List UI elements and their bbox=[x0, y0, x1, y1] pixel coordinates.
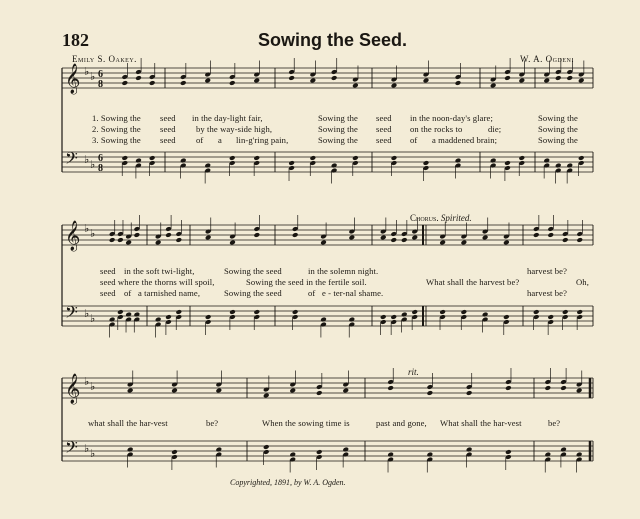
note-head bbox=[555, 163, 562, 169]
note-head bbox=[205, 235, 212, 241]
note-head bbox=[109, 317, 116, 323]
time-signature: 6 bbox=[98, 69, 103, 80]
note-head bbox=[547, 232, 554, 238]
note-head bbox=[391, 83, 398, 89]
flat-sign-icon: ♭ bbox=[90, 228, 96, 240]
lyric-v1-f: in the noon-day's glare; bbox=[410, 113, 493, 123]
note-head bbox=[122, 155, 129, 161]
note-head bbox=[263, 444, 270, 450]
chorus-lyric-v2-b: Sowing the seed in the fertile soil. bbox=[246, 277, 367, 287]
treble-clef-icon: 𝄞 bbox=[65, 221, 81, 251]
note-head bbox=[576, 452, 583, 458]
note-head bbox=[519, 155, 526, 161]
note-head bbox=[180, 158, 187, 164]
note-head bbox=[171, 388, 178, 394]
time-signature: 8 bbox=[98, 163, 103, 174]
note-head bbox=[423, 78, 430, 84]
note-head bbox=[342, 447, 349, 453]
note-head bbox=[490, 83, 497, 89]
note-head bbox=[566, 163, 573, 169]
bass-clef-icon: 𝄢 bbox=[65, 148, 78, 172]
note-head bbox=[253, 78, 260, 84]
note-head bbox=[229, 80, 236, 86]
note-head bbox=[503, 314, 510, 320]
note-head bbox=[331, 163, 338, 169]
note-head bbox=[204, 78, 211, 84]
chorus-lyric-v1-d: in the solemn night. bbox=[308, 266, 379, 276]
treble-clef-icon: 𝄞 bbox=[65, 64, 81, 94]
lyric-v3-d: a bbox=[218, 135, 222, 145]
note-head bbox=[387, 385, 394, 391]
note-head bbox=[292, 309, 299, 315]
lyric-v3-c: of bbox=[196, 135, 204, 145]
note-head bbox=[519, 78, 526, 84]
note-head bbox=[578, 155, 585, 161]
note-head bbox=[342, 388, 349, 394]
time-signature: 8 bbox=[98, 79, 103, 90]
flat-sign-icon: ♭ bbox=[84, 223, 90, 235]
note-head bbox=[387, 452, 394, 458]
note-head bbox=[352, 155, 359, 161]
note-head bbox=[176, 309, 183, 315]
note-head bbox=[411, 309, 418, 315]
note-head bbox=[127, 447, 134, 453]
chorus-label bbox=[410, 213, 472, 223]
lyric-v2-g: die; bbox=[488, 124, 502, 134]
note-head bbox=[380, 314, 387, 320]
flat-sign-icon: ♭ bbox=[84, 376, 90, 388]
note-head bbox=[504, 75, 511, 81]
note-head bbox=[349, 317, 356, 323]
note-head bbox=[310, 78, 317, 84]
flat-sign-icon: ♭ bbox=[90, 159, 96, 171]
flat-sign-icon: ♭ bbox=[90, 381, 96, 393]
note-head bbox=[533, 232, 540, 238]
lyric-v3-i: a maddened brain; bbox=[432, 135, 498, 145]
lyric-v3-g: seed bbox=[376, 135, 392, 145]
note-head bbox=[466, 390, 473, 396]
flat-sign-icon: ♭ bbox=[84, 66, 90, 78]
hymn-title: Sowing the Seed. bbox=[258, 30, 408, 50]
note-head bbox=[576, 309, 583, 315]
chorus-lyric-v3-d: Sowing the seed bbox=[224, 288, 282, 298]
lyric-v2-d: Sowing the bbox=[318, 124, 358, 134]
note-head bbox=[331, 75, 338, 81]
note-head bbox=[180, 80, 187, 86]
final-lyric-d: past and gone, bbox=[376, 418, 427, 428]
flat-sign-icon: ♭ bbox=[90, 71, 96, 83]
lyric-v3-a: 3. Sowing the bbox=[92, 135, 141, 145]
note-head bbox=[122, 80, 129, 86]
note-head bbox=[503, 240, 510, 246]
note-head bbox=[176, 237, 183, 243]
final-lyric-f: be? bbox=[548, 418, 561, 428]
lyric-v3-j: Sowing the bbox=[538, 135, 578, 145]
flat-sign-icon: ♭ bbox=[84, 308, 90, 320]
chorus-word: Chorus. bbox=[410, 213, 439, 223]
note-head bbox=[560, 385, 567, 391]
note-head bbox=[505, 449, 512, 455]
note-head bbox=[560, 447, 567, 453]
lyric-v2-e: seed bbox=[376, 124, 392, 134]
note-head bbox=[135, 75, 142, 81]
note-head bbox=[254, 232, 261, 238]
lyric-v2-f: on the rocks to bbox=[410, 124, 463, 134]
treble-clef-icon: 𝄞 bbox=[65, 374, 81, 404]
note-head bbox=[439, 309, 446, 315]
chorus-lyric-v1-c: Sowing the seed bbox=[224, 266, 282, 276]
lyric-v3-b: seed bbox=[160, 135, 176, 145]
lyric-v1-d: Sowing the bbox=[318, 113, 358, 123]
note-head bbox=[229, 240, 236, 246]
note-head bbox=[125, 312, 132, 318]
note-head bbox=[566, 75, 573, 81]
chorus-lyric-v3-e: of bbox=[308, 288, 316, 298]
note-head bbox=[490, 158, 497, 164]
note-head bbox=[216, 447, 223, 453]
note-head bbox=[427, 452, 434, 458]
page-number: 182 bbox=[62, 30, 89, 50]
note-head bbox=[423, 160, 430, 166]
lyric-v1-g: Sowing the bbox=[538, 113, 578, 123]
note-head bbox=[125, 240, 132, 246]
note-head bbox=[310, 155, 317, 161]
note-head bbox=[149, 80, 156, 86]
note-head bbox=[401, 312, 408, 318]
note-head bbox=[165, 314, 172, 320]
note-head bbox=[543, 158, 550, 164]
note-head bbox=[109, 237, 116, 243]
lyric-v1-a: 1. Sowing the bbox=[92, 113, 141, 123]
flat-sign-icon: ♭ bbox=[90, 313, 96, 325]
chorus-lyric-v2-c: What shall the harvest be? bbox=[426, 277, 520, 287]
note-head bbox=[289, 388, 296, 394]
chorus-lyric-v3-b: of bbox=[124, 288, 132, 298]
note-head bbox=[545, 385, 552, 391]
chorus-lyric-v1-e: harvest be? bbox=[527, 266, 567, 276]
chorus-lyric-v3-f: e - ter-nal shame. bbox=[322, 288, 384, 298]
note-head bbox=[288, 160, 295, 166]
note-head bbox=[134, 312, 141, 318]
note-head bbox=[288, 75, 295, 81]
note-head bbox=[562, 309, 569, 315]
note-head bbox=[562, 237, 569, 243]
note-head bbox=[543, 78, 550, 84]
final-lyric-c: When the sowing time is bbox=[262, 418, 350, 428]
note-head bbox=[576, 237, 583, 243]
note-head bbox=[117, 237, 124, 243]
note-head bbox=[263, 393, 270, 399]
composer-credit: W. A. Ogden. bbox=[520, 54, 575, 64]
note-head bbox=[229, 309, 236, 315]
note-head bbox=[533, 309, 540, 315]
final-lyric-b: be? bbox=[206, 418, 219, 428]
ritardando-mark: rit. bbox=[408, 367, 419, 377]
note-head bbox=[204, 163, 211, 169]
note-head bbox=[254, 309, 261, 315]
chorus-lyric-v3-c: a tarnished name, bbox=[138, 288, 201, 298]
lyricist-credit: Emily S. Oakey. bbox=[72, 54, 137, 64]
note-head bbox=[545, 452, 552, 458]
chorus-lyric-v1-b: in the soft twi-light, bbox=[124, 266, 195, 276]
lyric-v1-b: seed bbox=[160, 113, 176, 123]
note-head bbox=[171, 449, 178, 455]
note-head bbox=[155, 317, 162, 323]
note-head bbox=[216, 388, 223, 394]
note-head bbox=[411, 235, 418, 241]
note-head bbox=[229, 155, 236, 161]
note-head bbox=[466, 447, 473, 453]
note-head bbox=[439, 240, 446, 246]
note-head bbox=[165, 232, 172, 238]
note-head bbox=[578, 78, 585, 84]
note-head bbox=[155, 240, 162, 246]
note-head bbox=[320, 240, 327, 246]
note-head bbox=[149, 155, 156, 161]
chorus-tempo: Spirited. bbox=[440, 213, 472, 223]
time-signature: 6 bbox=[98, 153, 103, 164]
final-lyric-e: What shall the har-vest bbox=[440, 418, 522, 428]
note-head bbox=[391, 155, 398, 161]
note-head bbox=[253, 155, 260, 161]
note-head bbox=[316, 390, 323, 396]
chorus-lyric-v2-a: seed where the thorns will spoil, bbox=[100, 277, 215, 287]
chorus-lyric-v3-g: harvest be? bbox=[527, 288, 567, 298]
lyric-v2-a: 2. Sowing the bbox=[92, 124, 141, 134]
note-head bbox=[555, 75, 562, 81]
note-head bbox=[401, 237, 408, 243]
lyric-v1-c: in the day-light fair, bbox=[192, 113, 263, 123]
note-head bbox=[461, 309, 468, 315]
note-head bbox=[292, 232, 299, 238]
lyric-v2-c: by the way-side high, bbox=[196, 124, 273, 134]
note-head bbox=[390, 237, 397, 243]
lyric-v2-b: seed bbox=[160, 124, 176, 134]
flat-sign-icon: ♭ bbox=[84, 154, 90, 166]
chorus-lyric-v2-d: Oh, bbox=[576, 277, 589, 287]
lyric-v3-e: lin-g'ring pain, bbox=[236, 135, 289, 145]
copyright-notice: Copyrighted, 1891, by W. A. Ogden. bbox=[230, 478, 346, 487]
note-head bbox=[504, 160, 511, 166]
note-head bbox=[380, 235, 387, 241]
note-head bbox=[320, 317, 327, 323]
note-head bbox=[316, 449, 323, 455]
chorus-lyric-v3-a: seed bbox=[100, 288, 116, 298]
note-head bbox=[461, 240, 468, 246]
note-head bbox=[390, 314, 397, 320]
lyric-v2-h: Sowing the bbox=[538, 124, 578, 134]
note-head bbox=[547, 314, 554, 320]
note-head bbox=[576, 388, 583, 394]
note-head bbox=[135, 158, 142, 164]
lyric-v3-f: Sowing the bbox=[318, 135, 358, 145]
note-head bbox=[349, 235, 356, 241]
final-lyric-a: what shall the har-vest bbox=[88, 418, 168, 428]
note-head bbox=[455, 158, 462, 164]
note-head bbox=[455, 80, 462, 86]
note-head bbox=[134, 232, 141, 238]
note-head bbox=[505, 385, 512, 391]
note-head bbox=[482, 235, 489, 241]
note-head bbox=[352, 83, 359, 89]
lyric-v1-e: seed bbox=[376, 113, 392, 123]
bass-clef-icon: 𝄢 bbox=[65, 302, 78, 326]
lyric-v3-h: of bbox=[410, 135, 418, 145]
note-head bbox=[289, 452, 296, 458]
note-head bbox=[117, 309, 124, 315]
note-head bbox=[205, 314, 212, 320]
note-head bbox=[482, 312, 489, 318]
bass-clef-icon: 𝄢 bbox=[65, 437, 78, 461]
chorus-lyric-v1-a: seed bbox=[100, 266, 116, 276]
flat-sign-icon: ♭ bbox=[90, 448, 96, 460]
flat-sign-icon: ♭ bbox=[84, 443, 90, 455]
note-head bbox=[427, 390, 434, 396]
note-head bbox=[127, 388, 134, 394]
